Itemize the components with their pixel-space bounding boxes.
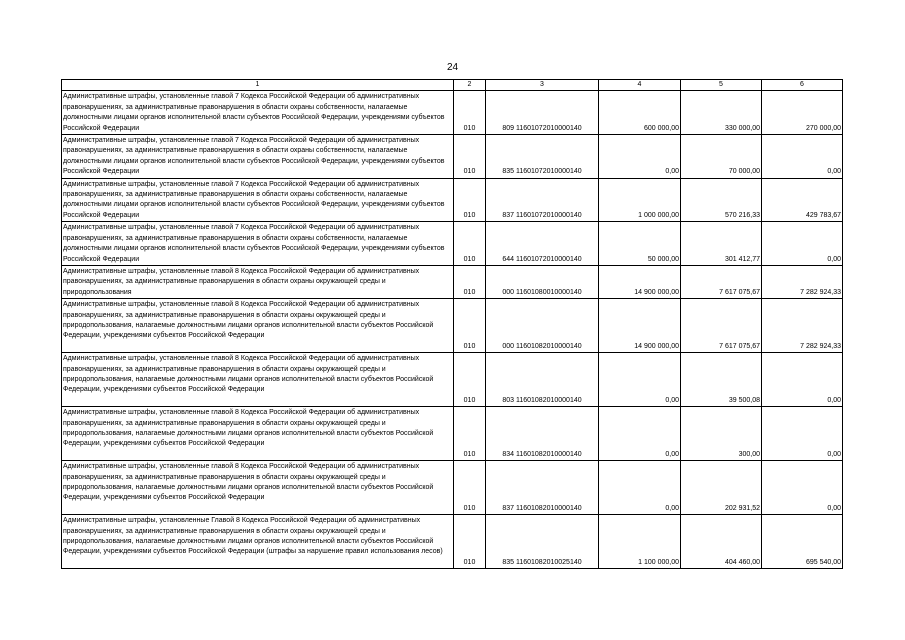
column-header: 4 xyxy=(599,80,681,91)
line-code: 010 xyxy=(454,515,486,569)
table-row xyxy=(62,178,843,222)
income-description: Административные штрафы, установленные главой 8 Кодекса Российской Федерации об административных правонарушениях, за административные правонарушения в области охраны окружающей среды и природопользования, налагаемые должностными лицами органов исполнительной власти субъектов Российской Федерации, учреждениями субъектов Российской Федерации xyxy=(62,461,454,515)
income-description: Административные штрафы, установленные главой 8 Кодекса Российской Федерации об административных правонарушениях, за административные правонарушения в области охраны окружающей среды и природопользования, налагаемые должностными лицами органов исполнительной власти субъектов Российской Федерации, учреждениями субъектов Российской Федерации xyxy=(62,353,454,407)
approved-amount: 1 100 000,00 xyxy=(599,515,681,569)
approved-amount: 0,00 xyxy=(599,135,681,179)
unexecuted-amount: 429 783,67 xyxy=(762,178,843,222)
unexecuted-amount: 0,00 xyxy=(762,461,843,515)
income-description: Административные штрафы, установленные главой 8 Кодекса Российской Федерации об административных правонарушениях, за административные правонарушения в области охраны окружающей среды и природопользования, налагаемые должностными лицами органов исполнительной власти субъектов Российской Федерации, учреждениями субъектов Российской Федерации xyxy=(62,407,454,461)
header-row xyxy=(62,80,843,91)
income-description: Административные штрафы, установленные главой 8 Кодекса Российской Федерации об административных правонарушениях, за административные правонарушения в области охраны окружающей среды и природопользования, налагаемые должностными лицами органов исполнительной власти субъектов Российской Федерации, учреждениями субъектов Российской Федерации xyxy=(62,299,454,353)
budget-classification-code: 837 11601072010000140 xyxy=(486,178,599,222)
budget-classification-code: 835 11601072010000140 xyxy=(486,135,599,179)
table-row xyxy=(62,299,843,353)
executed-amount: 202 931,52 xyxy=(681,461,762,515)
executed-amount: 404 460,00 xyxy=(681,515,762,569)
unexecuted-amount: 270 000,00 xyxy=(762,91,843,135)
line-code: 010 xyxy=(454,461,486,515)
budget-classification-code: 000 11601082010000140 xyxy=(486,299,599,353)
column-header: 1 xyxy=(62,80,454,91)
income-description: Административные штрафы, установленные главой 7 Кодекса Российской Федерации об административных правонарушениях, за административные правонарушения в области охраны собственности, налагаемые должностными лицами органов исполнительной власти субъектов Российской Федерации, учреждениями субъектов Российской Федерации xyxy=(62,222,454,266)
table-header xyxy=(62,80,843,91)
executed-amount: 7 617 075,67 xyxy=(681,299,762,353)
line-code: 010 xyxy=(454,299,486,353)
executed-amount: 301 412,77 xyxy=(681,222,762,266)
line-code: 010 xyxy=(454,178,486,222)
column-header: 3 xyxy=(486,80,599,91)
line-code: 010 xyxy=(454,265,486,298)
column-header: 6 xyxy=(762,80,843,91)
line-code: 010 xyxy=(454,407,486,461)
approved-amount: 0,00 xyxy=(599,407,681,461)
table-row xyxy=(62,91,843,135)
unexecuted-amount: 0,00 xyxy=(762,135,843,179)
line-code: 010 xyxy=(454,91,486,135)
table-body xyxy=(62,91,843,569)
income-description: Административные штрафы, установленные Главой 8 Кодекса Российской Федерации об административных правонарушениях, за административные правонарушения в области охраны окружающей среды и природопользования, налагаемые должностными лицами органов исполнительной власти субъектов Российской Федерации, учреждениями субъектов Российской Федерации (штрафы за нарушение правил использования лесов) xyxy=(62,515,454,569)
unexecuted-amount: 0,00 xyxy=(762,222,843,266)
income-description: Административные штрафы, установленные главой 7 Кодекса Российской Федерации об административных правонарушениях, за административные правонарушения в области охраны собственности, налагаемые должностными лицами органов исполнительной власти субъектов Российской Федерации, учреждениями субъектов Российской Федерации xyxy=(62,178,454,222)
budget-classification-code: 000 11601080010000140 xyxy=(486,265,599,298)
budget-table xyxy=(61,79,843,569)
budget-classification-code: 644 11601072010000140 xyxy=(486,222,599,266)
line-code: 010 xyxy=(454,135,486,179)
budget-classification-code: 809 11601072010000140 xyxy=(486,91,599,135)
approved-amount: 1 000 000,00 xyxy=(599,178,681,222)
approved-amount: 0,00 xyxy=(599,353,681,407)
budget-classification-code: 837 11601082010000140 xyxy=(486,461,599,515)
budget-classification-code: 803 11601082010000140 xyxy=(486,353,599,407)
unexecuted-amount: 7 282 924,33 xyxy=(762,299,843,353)
table-row xyxy=(62,461,843,515)
unexecuted-amount: 7 282 924,33 xyxy=(762,265,843,298)
approved-amount: 600 000,00 xyxy=(599,91,681,135)
approved-amount: 14 900 000,00 xyxy=(599,265,681,298)
column-header: 5 xyxy=(681,80,762,91)
page-number: 24 xyxy=(446,62,459,73)
executed-amount: 7 617 075,67 xyxy=(681,265,762,298)
line-code: 010 xyxy=(454,353,486,407)
executed-amount: 330 000,00 xyxy=(681,91,762,135)
column-header: 2 xyxy=(454,80,486,91)
unexecuted-amount: 695 540,00 xyxy=(762,515,843,569)
budget-classification-code: 835 11601082010025140 xyxy=(486,515,599,569)
income-description: Административные штрафы, установленные главой 7 Кодекса Российской Федерации об административных правонарушениях, за административные правонарушения в области охраны собственности, налагаемые должностными лицами органов исполнительной власти субъектов Российской Федерации, учреждениями субъектов Российской Федерации xyxy=(62,91,454,135)
income-description: Административные штрафы, установленные главой 8 Кодекса Российской Федерации об административных правонарушениях, за административные правонарушения в области охраны окружающей среды и природопользования xyxy=(62,265,454,298)
table-row xyxy=(62,353,843,407)
table-row xyxy=(62,265,843,298)
executed-amount: 570 216,33 xyxy=(681,178,762,222)
approved-amount: 0,00 xyxy=(599,461,681,515)
approved-amount: 50 000,00 xyxy=(599,222,681,266)
table-row xyxy=(62,407,843,461)
executed-amount: 39 500,08 xyxy=(681,353,762,407)
unexecuted-amount: 0,00 xyxy=(762,353,843,407)
approved-amount: 14 900 000,00 xyxy=(599,299,681,353)
income-description: Административные штрафы, установленные главой 7 Кодекса Российской Федерации об административных правонарушениях, за административные правонарушения в области охраны собственности, налагаемые должностными лицами органов исполнительной власти субъектов Российской Федерации, учреждениями субъектов Российской Федерации xyxy=(62,135,454,179)
table-row xyxy=(62,222,843,266)
executed-amount: 300,00 xyxy=(681,407,762,461)
line-code: 010 xyxy=(454,222,486,266)
budget-classification-code: 834 11601082010000140 xyxy=(486,407,599,461)
table-row xyxy=(62,135,843,179)
executed-amount: 70 000,00 xyxy=(681,135,762,179)
unexecuted-amount: 0,00 xyxy=(762,407,843,461)
table-row xyxy=(62,515,843,569)
